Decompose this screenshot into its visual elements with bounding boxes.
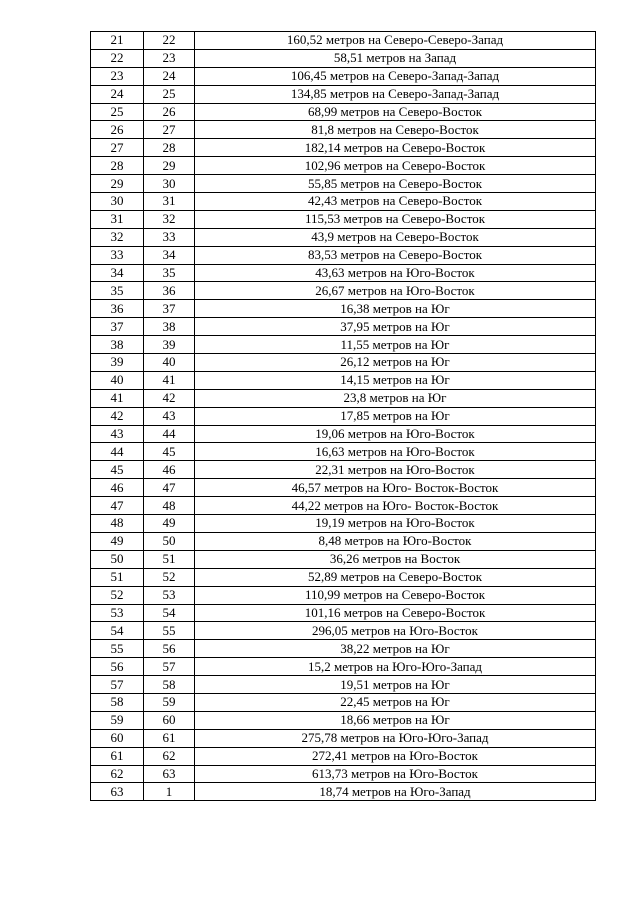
distance-direction-cell: 272,41 метров на Юго-Восток (195, 747, 596, 765)
to-point-cell: 38 (144, 318, 195, 336)
to-point-cell: 48 (144, 497, 195, 515)
to-point-cell: 29 (144, 157, 195, 175)
distance-direction-cell: 37,95 метров на Юг (195, 318, 596, 336)
distance-direction-cell: 18,74 метров на Юго-Запад (195, 783, 596, 801)
to-point-cell: 24 (144, 67, 195, 85)
distance-direction-cell: 16,63 метров на Юго-Восток (195, 443, 596, 461)
distance-direction-cell: 101,16 метров на Северо-Восток (195, 604, 596, 622)
table-row (91, 443, 596, 461)
from-point-cell: 21 (91, 32, 144, 50)
distance-direction-cell: 55,85 метров на Северо-Восток (195, 175, 596, 193)
table-row (91, 461, 596, 479)
to-point-cell: 40 (144, 354, 195, 372)
from-point-cell: 54 (91, 622, 144, 640)
from-point-cell: 56 (91, 658, 144, 676)
distance-direction-cell: 110,99 метров на Северо-Восток (195, 586, 596, 604)
table-row (91, 85, 596, 103)
to-point-cell: 23 (144, 49, 195, 67)
to-point-cell: 46 (144, 461, 195, 479)
from-point-cell: 29 (91, 175, 144, 193)
to-point-cell: 27 (144, 121, 195, 139)
distance-direction-cell: 134,85 метров на Северо-Запад-Запад (195, 85, 596, 103)
distance-direction-cell: 16,38 метров на Юг (195, 300, 596, 318)
table-row (91, 765, 596, 783)
table-row (91, 658, 596, 676)
distance-direction-cell: 160,52 метров на Северо-Северо-Запад (195, 32, 596, 50)
from-point-cell: 25 (91, 103, 144, 121)
to-point-cell: 43 (144, 407, 195, 425)
from-point-cell: 61 (91, 747, 144, 765)
from-point-cell: 58 (91, 693, 144, 711)
distance-direction-cell: 58,51 метров на Запад (195, 49, 596, 67)
from-point-cell: 27 (91, 139, 144, 157)
from-point-cell: 59 (91, 711, 144, 729)
from-point-cell: 43 (91, 425, 144, 443)
table-row (91, 711, 596, 729)
distance-direction-cell: 115,53 метров на Северо-Восток (195, 210, 596, 228)
table-row (91, 300, 596, 318)
to-point-cell: 61 (144, 729, 195, 747)
distance-direction-cell: 44,22 метров на Юго- Восток-Восток (195, 497, 596, 515)
to-point-cell: 45 (144, 443, 195, 461)
distance-direction-cell: 19,19 метров на Юго-Восток (195, 515, 596, 533)
from-point-cell: 23 (91, 67, 144, 85)
to-point-cell: 39 (144, 336, 195, 354)
to-point-cell: 44 (144, 425, 195, 443)
table-row (91, 336, 596, 354)
table-row (91, 49, 596, 67)
distance-direction-cell: 19,06 метров на Юго-Восток (195, 425, 596, 443)
from-point-cell: 36 (91, 300, 144, 318)
to-point-cell: 62 (144, 747, 195, 765)
table-row (91, 246, 596, 264)
from-point-cell: 46 (91, 479, 144, 497)
to-point-cell: 28 (144, 139, 195, 157)
table-row (91, 425, 596, 443)
distance-direction-cell: 23,8 метров на Юг (195, 389, 596, 407)
table-row (91, 354, 596, 372)
to-point-cell: 33 (144, 228, 195, 246)
from-point-cell: 31 (91, 210, 144, 228)
from-point-cell: 35 (91, 282, 144, 300)
to-point-cell: 42 (144, 389, 195, 407)
from-point-cell: 52 (91, 586, 144, 604)
to-point-cell: 58 (144, 676, 195, 694)
distance-direction-cell: 38,22 метров на Юг (195, 640, 596, 658)
table-row (91, 747, 596, 765)
table-row (91, 389, 596, 407)
from-point-cell: 38 (91, 336, 144, 354)
from-point-cell: 47 (91, 497, 144, 515)
distance-direction-cell: 613,73 метров на Юго-Восток (195, 765, 596, 783)
to-point-cell: 25 (144, 85, 195, 103)
table-row (91, 139, 596, 157)
table-row (91, 121, 596, 139)
from-point-cell: 45 (91, 461, 144, 479)
table-row (91, 210, 596, 228)
to-point-cell: 50 (144, 532, 195, 550)
from-point-cell: 41 (91, 389, 144, 407)
distance-direction-cell: 296,05 метров на Юго-Восток (195, 622, 596, 640)
table-row (91, 32, 596, 50)
to-point-cell: 1 (144, 783, 195, 801)
table-row (91, 640, 596, 658)
from-point-cell: 63 (91, 783, 144, 801)
to-point-cell: 55 (144, 622, 195, 640)
table-row (91, 193, 596, 211)
from-point-cell: 40 (91, 371, 144, 389)
table-body (91, 32, 596, 801)
to-point-cell: 49 (144, 515, 195, 533)
to-point-cell: 52 (144, 568, 195, 586)
distance-direction-cell: 26,12 метров на Юг (195, 354, 596, 372)
distance-direction-cell: 15,2 метров на Юго-Юго-Запад (195, 658, 596, 676)
to-point-cell: 30 (144, 175, 195, 193)
table-row (91, 497, 596, 515)
table-row (91, 479, 596, 497)
to-point-cell: 22 (144, 32, 195, 50)
to-point-cell: 36 (144, 282, 195, 300)
from-point-cell: 53 (91, 604, 144, 622)
table-row (91, 550, 596, 568)
distance-direction-cell: 182,14 метров на Северо-Восток (195, 139, 596, 157)
distance-direction-cell: 42,43 метров на Северо-Восток (195, 193, 596, 211)
table-row (91, 103, 596, 121)
from-point-cell: 60 (91, 729, 144, 747)
to-point-cell: 26 (144, 103, 195, 121)
table-row (91, 407, 596, 425)
distance-direction-cell: 11,55 метров на Юг (195, 336, 596, 354)
distance-direction-cell: 106,45 метров на Северо-Запад-Запад (195, 67, 596, 85)
to-point-cell: 37 (144, 300, 195, 318)
table-row (91, 729, 596, 747)
table-row (91, 318, 596, 336)
distance-direction-cell: 17,85 метров на Юг (195, 407, 596, 425)
table-row (91, 228, 596, 246)
table-row (91, 67, 596, 85)
distance-direction-cell: 22,31 метров на Юго-Восток (195, 461, 596, 479)
from-point-cell: 30 (91, 193, 144, 211)
table-row (91, 622, 596, 640)
from-point-cell: 26 (91, 121, 144, 139)
from-point-cell: 44 (91, 443, 144, 461)
distance-direction-cell: 8,48 метров на Юго-Восток (195, 532, 596, 550)
to-point-cell: 47 (144, 479, 195, 497)
to-point-cell: 60 (144, 711, 195, 729)
distance-direction-cell: 22,45 метров на Юг (195, 693, 596, 711)
distance-direction-cell: 36,26 метров на Восток (195, 550, 596, 568)
from-point-cell: 55 (91, 640, 144, 658)
from-point-cell: 48 (91, 515, 144, 533)
table-row (91, 282, 596, 300)
from-point-cell: 39 (91, 354, 144, 372)
table-row (91, 175, 596, 193)
to-point-cell: 53 (144, 586, 195, 604)
table-row (91, 604, 596, 622)
from-point-cell: 37 (91, 318, 144, 336)
to-point-cell: 35 (144, 264, 195, 282)
from-point-cell: 42 (91, 407, 144, 425)
to-point-cell: 31 (144, 193, 195, 211)
table-row (91, 371, 596, 389)
distance-direction-cell: 275,78 метров на Юго-Юго-Запад (195, 729, 596, 747)
distance-direction-cell: 14,15 метров на Юг (195, 371, 596, 389)
to-point-cell: 63 (144, 765, 195, 783)
table-row (91, 693, 596, 711)
from-point-cell: 57 (91, 676, 144, 694)
table-row (91, 515, 596, 533)
distance-direction-cell: 19,51 метров на Юг (195, 676, 596, 694)
to-point-cell: 54 (144, 604, 195, 622)
distance-direction-cell: 81,8 метров на Северо-Восток (195, 121, 596, 139)
distance-direction-cell: 43,9 метров на Северо-Восток (195, 228, 596, 246)
from-point-cell: 22 (91, 49, 144, 67)
to-point-cell: 56 (144, 640, 195, 658)
from-point-cell: 33 (91, 246, 144, 264)
distance-direction-cell: 18,66 метров на Юг (195, 711, 596, 729)
to-point-cell: 41 (144, 371, 195, 389)
distance-direction-cell: 52,89 метров на Северо-Восток (195, 568, 596, 586)
boundary-segments-table (90, 31, 596, 801)
distance-direction-cell: 26,67 метров на Юго-Восток (195, 282, 596, 300)
distance-direction-cell: 83,53 метров на Северо-Восток (195, 246, 596, 264)
to-point-cell: 59 (144, 693, 195, 711)
table-row (91, 532, 596, 550)
to-point-cell: 34 (144, 246, 195, 264)
from-point-cell: 28 (91, 157, 144, 175)
to-point-cell: 51 (144, 550, 195, 568)
table-row (91, 586, 596, 604)
from-point-cell: 32 (91, 228, 144, 246)
table-row (91, 783, 596, 801)
from-point-cell: 50 (91, 550, 144, 568)
to-point-cell: 32 (144, 210, 195, 228)
distance-direction-cell: 102,96 метров на Северо-Восток (195, 157, 596, 175)
distance-direction-cell: 68,99 метров на Северо-Восток (195, 103, 596, 121)
from-point-cell: 34 (91, 264, 144, 282)
from-point-cell: 51 (91, 568, 144, 586)
from-point-cell: 62 (91, 765, 144, 783)
distance-direction-cell: 46,57 метров на Юго- Восток-Восток (195, 479, 596, 497)
table-row (91, 157, 596, 175)
table-row (91, 676, 596, 694)
table-row (91, 264, 596, 282)
distance-direction-cell: 43,63 метров на Юго-Восток (195, 264, 596, 282)
from-point-cell: 24 (91, 85, 144, 103)
to-point-cell: 57 (144, 658, 195, 676)
table-row (91, 568, 596, 586)
from-point-cell: 49 (91, 532, 144, 550)
